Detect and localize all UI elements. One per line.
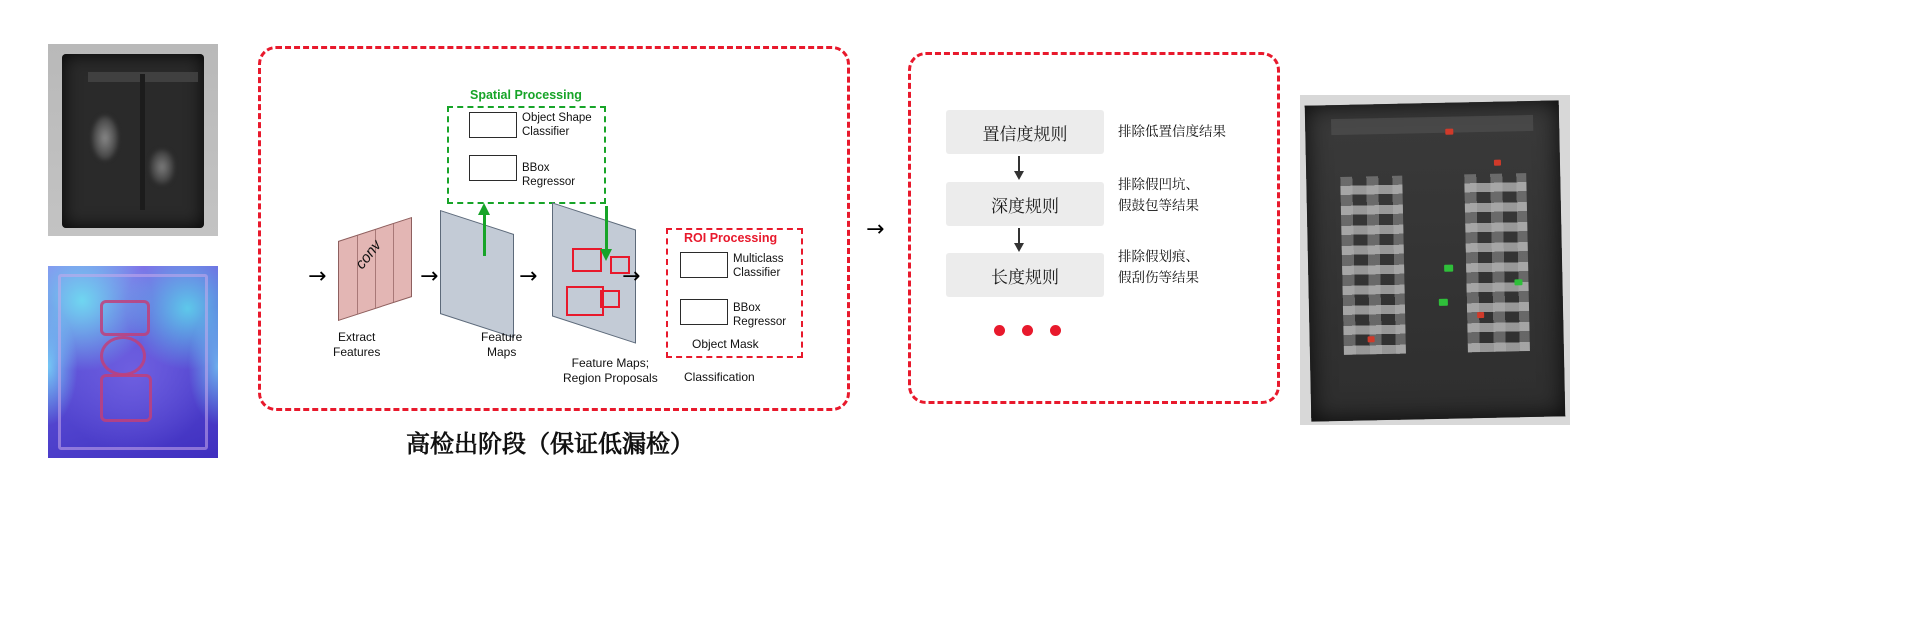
result-defect-marker — [1368, 336, 1375, 342]
rule-desc-confidence — [1118, 122, 1226, 143]
result-texture-left — [1340, 176, 1406, 355]
heatmap-annotation-ring — [100, 300, 150, 336]
ellipsis-dots-icon — [994, 325, 1061, 336]
roi-bbox-regressor-label-line2: Regressor — [733, 316, 787, 329]
rule-desc-length — [1118, 247, 1199, 289]
heatmap-annotation-ring — [100, 336, 146, 376]
rule-desc-depth — [1118, 175, 1199, 217]
feature-maps-caption-line2: Maps — [487, 345, 517, 359]
roi-processing-title: ROI Processing — [684, 231, 778, 245]
object-shape-classifier-block — [469, 112, 517, 138]
spatial-bbox-regressor-label-line2: Regressor — [522, 176, 576, 189]
pipeline-arrow-3: → — [519, 264, 538, 289]
grayscale-image-body — [62, 54, 204, 228]
grayscale-defect-blob-b — [150, 150, 174, 184]
grayscale-input-image — [48, 44, 218, 236]
conv-block-line — [393, 224, 394, 302]
extract-features-caption-line1: Extract — [338, 330, 376, 344]
roi-bbox-regressor-label-line1: BBox — [733, 302, 761, 314]
object-shape-classifier-label-line2: Classifier — [522, 126, 570, 139]
pipeline-arrow-4: → — [622, 264, 641, 289]
grayscale-divider — [140, 74, 145, 210]
ellipsis-dot — [1022, 325, 1033, 336]
object-mask-caption: Object Mask — [692, 337, 759, 351]
spatial-bbox-regressor-label-line1: BBox — [522, 162, 550, 174]
spatial-processing-title: Spatial Processing — [470, 88, 582, 102]
ellipsis-dot — [1050, 325, 1061, 336]
rule-desc-depth-line1: 排除假凹坑、 — [1118, 177, 1199, 192]
rule-box-length: 长度规则 — [946, 253, 1104, 297]
feature-maps-caption-line1: Feature — [481, 330, 523, 344]
multiclass-classifier-label-line2: Classifier — [733, 267, 781, 280]
extract-features-caption-line2: Features — [333, 345, 381, 359]
result-texture-right — [1464, 173, 1530, 352]
result-defect-marker — [1439, 299, 1448, 306]
multiclass-classifier-block — [680, 252, 728, 278]
result-defect-marker — [1444, 265, 1453, 272]
result-defect-marker — [1477, 312, 1484, 318]
stage2-panel — [908, 52, 1280, 404]
result-defect-marker — [1514, 279, 1522, 285]
fmrp-caption-line1: Feature Maps; — [571, 356, 650, 370]
grayscale-defect-blob-a — [92, 116, 118, 160]
roi-bbox-regressor-block — [680, 299, 728, 325]
result-defect-marker — [1494, 160, 1501, 166]
input-images-group — [48, 44, 218, 458]
region-proposal-rect — [566, 286, 604, 316]
object-shape-classifier-label-line1: Object Shape — [522, 112, 592, 124]
ellipsis-dot — [994, 325, 1005, 336]
spatial-input-arrow-icon — [483, 214, 486, 256]
rule-desc-length-line2: 假刮伤等结果 — [1118, 269, 1199, 285]
conv-label: conv — [352, 237, 385, 273]
pipeline-arrow-1: → — [308, 264, 327, 289]
result-top-bar — [1331, 115, 1533, 135]
rule-desc-length-line1: 排除假划痕、 — [1118, 249, 1199, 264]
roi-bbox-regressor-label — [733, 301, 786, 329]
stage-transition-arrow: → — [866, 217, 885, 242]
rule-desc-depth-line2: 假鼓包等结果 — [1118, 197, 1199, 213]
detection-result-image — [1300, 95, 1570, 425]
result-board-body — [1305, 100, 1566, 421]
result-defect-marker — [1445, 129, 1453, 135]
multiclass-classifier-label-line1: Multiclass — [733, 253, 784, 265]
rule-flow-arrow-1 — [1018, 156, 1020, 172]
spatial-bbox-regressor-label — [522, 161, 575, 189]
fmrp-caption-line2: Region Proposals — [563, 371, 658, 385]
heatmap-annotation-ring — [100, 374, 152, 422]
conv-block-line — [357, 236, 358, 314]
pipeline-arrow-2: → — [420, 264, 439, 289]
classification-caption: Classification — [684, 370, 755, 384]
rule-desc-confidence-line1: 排除低置信度结果 — [1118, 124, 1226, 139]
multiclass-classifier-label — [733, 252, 783, 280]
rule-box-depth: 深度规则 — [946, 182, 1104, 226]
region-proposal-rect — [600, 290, 620, 308]
stage-caption: 高检出阶段（保证低漏检） — [406, 431, 694, 458]
rule-flow-arrow-2 — [1018, 228, 1020, 244]
feature-maps-caption — [481, 330, 522, 360]
object-shape-classifier-label — [522, 111, 592, 139]
spatial-bbox-regressor-block — [469, 155, 517, 181]
extract-features-caption — [333, 330, 380, 360]
region-proposal-rect — [572, 248, 602, 272]
rule-box-confidence: 置信度规则 — [946, 110, 1104, 154]
spatial-output-arrow-icon — [605, 206, 608, 250]
feature-maps-region-proposals-caption — [563, 356, 658, 386]
